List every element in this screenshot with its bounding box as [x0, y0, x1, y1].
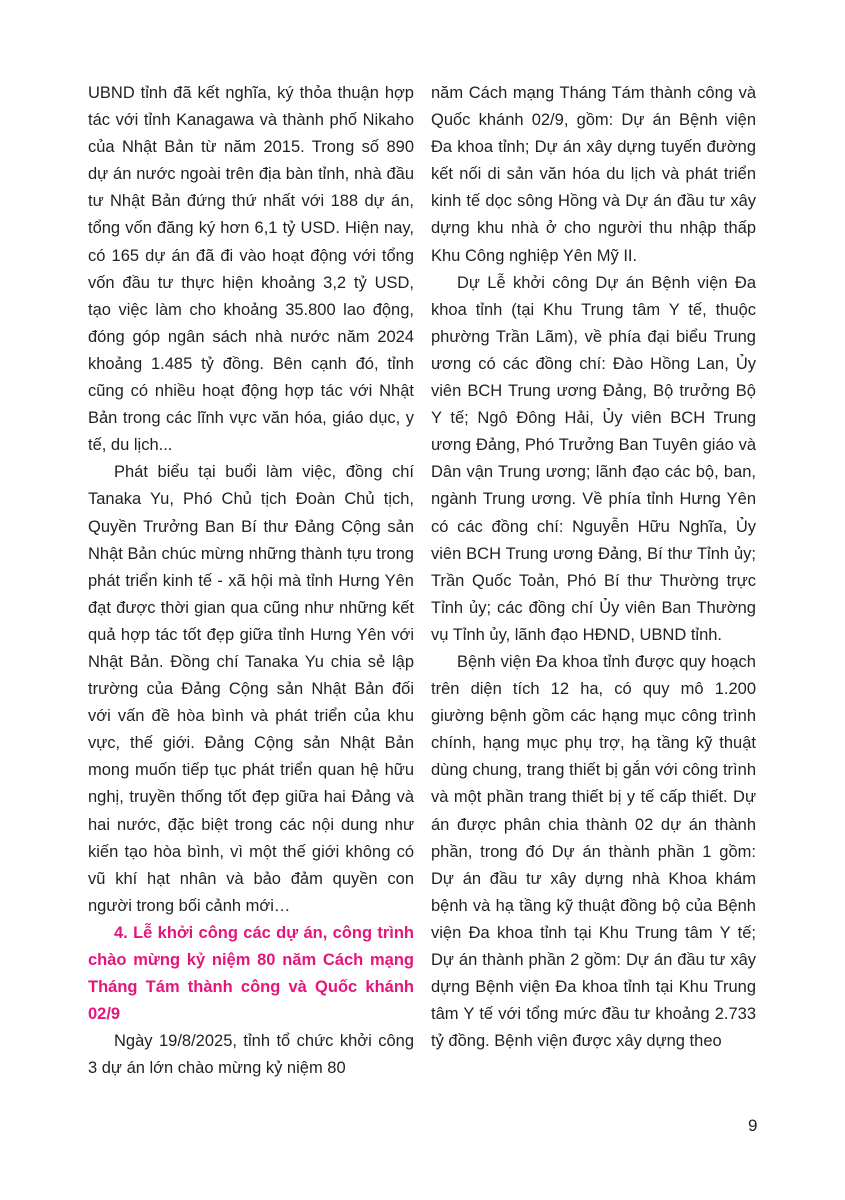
right-paragraph-1: năm Cách mạng Tháng Tám thành công và Quốc khánh 02/9, gồm: Dự án Bệnh viện Đa khoa tỉnh; Dự án xây dựng tuyến đường kết nối di sản văn hóa du lịch và phát triển kinh tế dọc sông Hồng và Dự án đầu tư xây dựng khu nhà ở cho người thu nhập thấp Khu Công nghiệp Yên Mỹ II.: [431, 84, 756, 265]
right-paragraph-2: Dự Lễ khởi công Dự án Bệnh viện Đa khoa tỉnh (tại Khu Trung tâm Y tế, thuộc phường Trần Lãm), về phía đại biểu Trung ương có các đồng chí: Đào Hồng Lan, Ủy viên BCH Trung ương Đảng, Bộ trưởng Bộ Y tế; Ngô Đông Hải, Ủy viên BCH Trung ương Đảng, Phó Trưởng Ban Tuyên giáo và Dân vận Trung ương; lãnh đạo các bộ, ban, ngành Trung ương. Về phía tỉnh Hưng Yên có các đồng chí: Nguyễn Hữu Nghĩa, Ủy viên BCH Trung ương Đảng, Bí thư Tỉnh ủy; Trần Quốc Toản, Phó Bí thư Thường trực Tỉnh ủy; các đồng chí Ủy viên Ban Thường vụ Tỉnh ủy, lãnh đạo HĐND, UBND tỉnh.: [431, 273, 756, 644]
left-column: [88, 80, 414, 1082]
left-paragraph-1: UBND tỉnh đã kết nghĩa, ký thỏa thuận hợp tác với tỉnh Kanagawa và thành phố Nikaho của Nhật Bản từ năm 2015. Trong số 890 dự án nước ngoài trên địa bàn tỉnh, nhà đầu tư Nhật Bản đứng thứ nhất với 188 dự án, tổng vốn đăng ký hơn 6,1 tỷ USD. Hiện nay, có 165 dự án đã đi vào hoạt động với tổng vốn đầu tư thực hiện khoảng 3,2 tỷ USD, tạo việc làm cho khoảng 35.800 lao động, đóng góp ngân sách nhà nước năm 2024 khoảng 1.485 tỷ đồng. Bên cạnh đó, tỉnh cũng có nhiều hoạt động hợp tác với Nhật Bản trong các lĩnh vực văn hóa, giáo dục, y tế, du lịch...: [88, 84, 414, 455]
left-paragraph-2: Phát biểu tại buổi làm việc, đồng chí Tanaka Yu, Phó Chủ tịch Đoàn Chủ tịch, Quyền Trưởng Ban Bí thư Đảng Cộng sản Nhật Bản chúc mừng những thành tựu trong phát triển kinh tế - xã hội mà tỉnh Hưng Yên đạt được thời gian qua cũng như những kết quả hợp tác tốt đẹp giữa tỉnh Hưng Yên với Nhật Bản. Đồng chí Tanaka Yu chia sẻ lập trường của Đảng Cộng sản Nhật Bản đối với vấn đề hòa bình và phát triển của khu vực, thế giới. Đảng Cộng sản Nhật Bản mong muốn tiếp tục phát triển quan hệ hữu nghị, truyền thống tốt đẹp giữa hai Đảng và hai nước, đặc biệt trong các nội dung như kiến tạo hòa bình, vì một thế giới không có vũ khí hạt nhân và bảo đảm quyền con người trong bối cảnh mới…: [88, 463, 414, 915]
left-paragraph-3: Ngày 19/8/2025, tỉnh tổ chức khởi công 3 dự án lớn chào mừng kỷ niệm 80: [88, 1032, 414, 1078]
section-heading: 4. Lễ khởi công các dự án, công trình chào mừng kỷ niệm 80 năm Cách mạng Tháng Tám thành công và Quốc khánh 02/9: [88, 923, 414, 1024]
right-column: [431, 80, 756, 1055]
right-paragraph-3: Bệnh viện Đa khoa tỉnh được quy hoạch trên diện tích 12 ha, có quy mô 1.200 giường bệnh gồm các hạng mục công trình chính, hạng mục phụ trợ, hạ tầng kỹ thuật dùng chung, trang thiết bị gắn với công trình và một phần trang thiết bị y tế cấp thiết. Dự án được phân chia thành 02 dự án thành phần, trong đó Dự án thành phần 1 gồm: Dự án đầu tư xây dựng nhà Khoa khám bệnh và hạ tầng kỹ thuật đồng bộ của Bệnh viện Đa khoa tỉnh tại Khu Trung tâm Y tế; Dự án thành phần 2 gồm: Dự án đầu tư xây dựng Bệnh viện Đa khoa tỉnh tại Khu Trung tâm Y tế với tổng mức đầu tư khoảng 2.733 tỷ đồng. Bệnh viện được xây dựng theo: [431, 652, 756, 1051]
page-number: 9: [748, 1116, 758, 1135]
